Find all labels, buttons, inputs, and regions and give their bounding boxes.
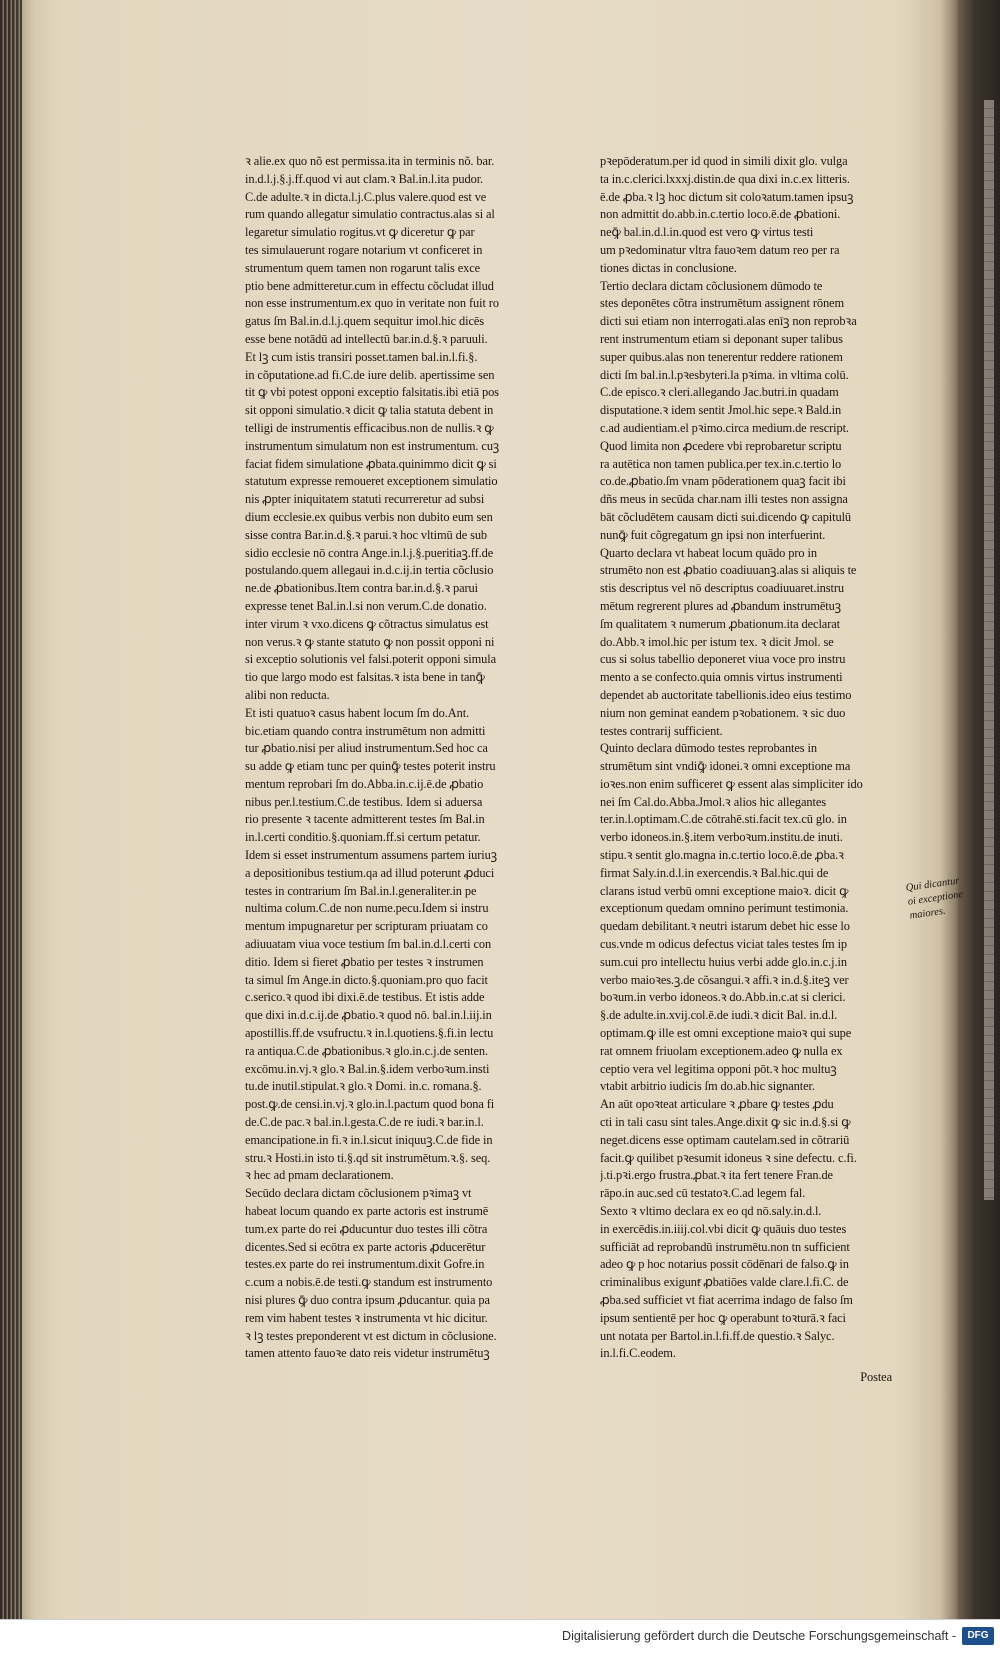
text-line: exceptionum quedam omnino perimunt testimonia. [600,901,849,916]
text-line: firmat Saly.in.d.l.in exercendis.ꝛ Bal.hic.qui de [600,865,829,880]
text-line: ditio. Idem si fieret ꝓbatio per testes ꝛ instrumen [245,954,484,969]
text-column-right [600,153,892,1387]
text-line: An aūt opoꝛteat articulare ꝛ ꝓbare ꝙ testes ꝓdu [600,1097,834,1112]
text-line: esse bene notādū ad intellectū bar.in.d.§.ꝛ paruuli. [245,331,488,346]
text-line: Quod limita non ꝓcedere vbi reprobaretur scriptu [600,438,842,453]
text-line: rent instrumentum etiam si deponant super talibus [600,331,843,346]
text-line: j.ti.pꝛi.ergo frustra.ꝓbat.ꝛ ita fert tenere Fran.de [600,1168,833,1183]
text-line: ꝓba.sed sufficiet vt fiat acerrima indago de falso ſm [600,1293,853,1307]
text-line: non esse instrumentum.ex quo in veritate non fuit ro [245,296,499,311]
text-line: si exceptio solutionis vel falsi.poterit opponi simula [245,652,496,667]
text-line: tum.ex parte do rei ꝓducuntur duo testes illi cõtra [245,1221,488,1236]
text-line: ta simul ſm Ange.in dicto.§.quoniam.pro quo facit [245,972,488,987]
text-line: mētum regrerent plures ad ꝓbandum instrumētuꝫ [600,598,841,613]
text-line: c.serico.ꝛ quod ibi dixi.ē.de testibus. Et istis adde [245,990,485,1005]
text-line: ra antiqua.C.de ꝓbationibus.ꝛ glo.in.c.j.de senten. [245,1043,488,1058]
text-line: sum.cui pro intellectu huius verbi adde glo.in.c.j.in [600,954,847,969]
text-line: habeat locum quando ex parte actoris est instrumē [245,1204,489,1219]
text-line: §.de adulte.in.xvij.col.ē.de iudi.ꝛ dicit Bal. in.d.l. [600,1008,838,1023]
text-line: c.cum a nobis.ē.de testi.ꝙ standum est instrumento [245,1275,493,1290]
text-line: telligi de instrumentis efficacibus.non de nullis.ꝛ ꝙ [245,420,494,435]
text-line: rem vim habent testes ꝛ instrumenta vt hic dicitur. [245,1310,488,1325]
text-line: cus.vnde m odicus defectus viciat tales testes ſm ip [600,937,848,952]
text-line: dicti sui etiam non interrogati.alas enīꝫ non reprobꝛa [600,314,857,329]
text-line: tamen attento fauoꝛe dato reis videtur instrumētuꝫ [245,1346,490,1361]
text-line: co.de.ꝓbatio.ſm vnam pōderationem quaꝫ facit ibi [600,474,846,489]
text-line: quedam debilitant.ꝛ neutri istarum debet hic esse lo [600,919,850,934]
text-line: a depositionibus testium.qa ad illud poterunt ꝓduci [245,865,495,880]
text-line: testes contrarij sufficient. [600,723,723,738]
text-line: nei ſm Cal.do.Abba.Jmol.ꝛ alios hic allegantes [600,794,826,809]
text-line: legaretur simulatio rogitus.vt ꝙ diceretur ꝙ par [245,225,475,240]
text-line: super quibus.alas non tenerentur reddere rationem [600,349,843,364]
text-line: non admittit do.abb.in.c.tertio loco.ē.de ꝓbationi. [600,207,841,222]
text-line: Et lꝫ cum istis transiri posset.tamen bal.in.l.fi.§. [245,349,478,364]
text-line: expresse tenet Bal.in.l.si non verum.C.de donatio. [245,598,487,613]
text-line: ꝛ lꝫ testes preponderent vt est dictum in cõclusione. [245,1328,497,1343]
text-line: rāpo.in auc.sed cū testatoꝛ.C.ad legem fal. [600,1186,806,1201]
text-line: rio presente ꝛ tacente admitterent testes ſm Bal.in [245,812,485,827]
text-line: gatus ſm Bal.in.d.l.j.quem sequitur imol.hic dicēs [245,314,484,329]
text-line: tu.de inutil.stipulat.ꝛ glo.ꝛ Domi. in.c. romana.§. [245,1079,482,1094]
text-line: statutum expresse remoueret exceptionem simulatio [245,474,498,489]
text-line: C.de adulte.ꝛ in dicta.l.j.C.plus valere.quod est ve [245,189,487,204]
marginal-note-line: oi exceptione [907,889,964,908]
text-line: tur ꝓbatio.nisi per aliud instrumentum.Sed hoc ca [245,741,488,756]
text-line: Et isti quatuoꝛ casus habent locum ſm do.Ant. [245,705,470,720]
text-line: ꝛ alie.ex quo nõ est permissa.ita in terminis nõ. bar. [245,154,495,168]
text-line: in exercēdis.in.iiij.col.vbi dicit ꝙ quāuis duo testes [600,1221,847,1236]
text-line: boꝛum.in verbo idoneos.ꝛ do.Abb.in.c.at si clerici. [600,990,846,1005]
text-line: su adde ꝙ etiam tunc per quinꝙ̄ testes poterit instru [245,759,496,774]
footer-credit: Digitalisierung gefördert durch die Deutsche Forschungsgemeinschaft - [562,1629,956,1643]
text-line: testes.ex parte do rei instrumentum.dixit Gofre.in [245,1257,485,1272]
text-line: stis descriptus vel nō descriptus coadiuuaret.instru [600,581,844,596]
text-line: rat omnem friuolam exceptionem.adeo ꝙ nulla ex [600,1043,843,1058]
text-line: Idem si esset instrumentum assumens partem iuriuꝫ [245,848,497,863]
text-line: bic.etiam quando contra instrumētum non admitti [245,723,486,738]
text-line: excōmu.in.vj.ꝛ glo.ꝛ Bal.in.§.idem verboꝛum.insti [245,1061,490,1076]
text-line: in.l.certi conditio.§.quoniam.ff.si certum petatur. [245,830,481,845]
text-line: in cõputatione.ad fi.C.de iure delib. apertissime sen [245,367,495,382]
text-line: emancipatione.in fi.ꝛ in.l.sicut iniquuꝫ.C.de fide in [245,1132,493,1147]
text-line: um pꝛedominatur vltra fauoꝛem datum reo per ra [600,242,840,257]
text-line: do.Abb.ꝛ imol.hic per istum tex. ꝛ dicit Jmol. se [600,634,834,649]
text-line: ceptio vera vel legitima opponi pōt.ꝛ hoc multuꝫ [600,1061,837,1076]
text-line: C.de episco.ꝛ cleri.allegando Jac.butri.in quadam [600,385,839,400]
text-line: Sexto ꝛ vltimo declara ex eo qd nō.saly.in.d.l. [600,1204,822,1219]
text-line: tit ꝙ vbi potest opponi exceptio falsitatis.ibi etiā pos [245,385,499,400]
text-line: faciat fidem simulatione ꝓbata.quinimmo dicit ꝙ si [245,456,497,471]
marginal-note-line: Qui dicantur [905,875,961,894]
text-line: alibi non reducta. [245,687,330,702]
page-edge-left [0,0,22,1653]
text-line: tio que largo modo est falsitas.ꝛ ista bene in tanꝙ̄ [245,670,485,685]
text-line: inter virum ꝛ vxo.dicens ꝙ cõtractus simulatus est [245,616,489,631]
text-line: mento a se confecto.quia omnis virtus instrumenti [600,670,843,685]
text-line: Secūdo declara dictam cõclusionem pꝛimaꝫ vt [245,1186,472,1201]
text-line: nunꝙ̄ fuit cõgregatum gn ipsi non interfuerint. [600,527,826,542]
text-line: tes simulauerunt rogare notarium vt conficeret in [245,242,483,257]
text-line: sisse contra Bar.in.d.§.ꝛ parui.ꝛ hoc vltimū de sub [245,527,488,542]
text-line: ra autētica non tamen publica.per tex.in.c.tertio lo [600,456,842,471]
text-line: de.C.de pac.ꝛ bal.in.l.gesta.C.de re iudi.ꝛ bar.in.l. [245,1115,484,1130]
text-line: rum quando allegatur simulatio contractus.alas si al [245,207,495,222]
text-line: Quarto declara vt habeat locum quādo pro in [600,545,817,560]
text-line: postulando.quem allegaui in.d.c.ij.in tertia cõclusio [245,563,494,578]
text-line: Tertio declara dictam cõclusionem dūmodo te [600,278,823,293]
text-line: dependet ab auctoritate tabellionis.ideo eius testimo [600,687,852,702]
text-line: stipu.ꝛ sentit glo.magna in.c.tertio loco.ē.de ꝓba.ꝛ [600,848,844,863]
text-line: ta in.c.clerici.lxxxj.distin.de qua dixi in.c.ex litteris. [600,171,850,186]
text-line: vtabit arbitrio iudicis ſm do.ab.hic signanter. [600,1079,815,1094]
text-line: neget.dicens esse optimam cautelam.sed in cõtrariū [600,1132,850,1147]
text-line: sufficiāt ad reprobandū instrumētu.non tn sufficient [600,1239,850,1254]
text-line: post.ꝙ.de censi.in.vj.ꝛ glo.in.l.pactum quod bona fi [245,1097,495,1112]
text-line: dium ecclesie.ex quibus verbis non dubito eum sen [245,509,493,524]
text-line: tiones dictas in conclusione. [600,260,737,275]
text-line: verbo maioꝛes.ꝫ.de cõsangui.ꝛ affi.ꝛ in.d.§.iteꝫ ver [600,972,849,987]
text-line: criminalibus exiguntͬ ꝓbatiōes valde clare.l.fi.C. de [600,1275,849,1290]
text-line: in.d.l.j.§.j.ff.quod vi aut clam.ꝛ Bal.in.l.ita pudor. [245,171,484,186]
text-line: disputatione.ꝛ idem sentit Jmol.hic sepe.ꝛ Bald.in [600,403,842,418]
text-line: nium non geminat eandem pꝛobationem. ꝛ sic duo [600,705,846,720]
catchword: Postea [860,1370,892,1385]
text-line: ter.in.l.optimam.C.de cōtrahē.sti.facit tex.cū glo. in [600,812,847,827]
text-line: ne.de ꝓbationibus.Item contra bar.in.d.§.ꝛ parui [245,581,478,596]
text-line: clarans istud verbū omni exceptione maioꝛ. dicit ꝙ [600,883,849,898]
text-line: in.l.fi.C.eodem. [600,1346,676,1361]
text-line: dñs meus in secūda char.nam illi testes non assigna [600,492,848,507]
text-line: cti in tali casu sint tales.Ange.dixit ꝙ sic in.d.§.si ꝙ [600,1115,851,1130]
text-line: pꝛepōderatum.per id quod in simili dixit glo. vulga [600,154,848,168]
text-line: unt notata per Bartol.in.l.fi.ff.de questio.ꝛ Salyc. [600,1328,835,1343]
text-line: testes in contrarium ſm Bal.in.l.generaliter.in pe [245,883,477,898]
text-line: ipsum sentientē per hoc ꝙ operabunt toꝛturā.ꝛ faci [600,1310,846,1325]
text-line: stru.ꝛ Hosti.in isto ti.§.qd sit instrumētum.ꝛ.§. seq. [245,1150,491,1165]
marginal-note-line: maiores. [909,905,947,922]
text-line: neꝙ̄ bal.in.d.l.in.quod est vero ꝙ virtus testi [600,225,814,240]
text-line: nisi plures ꝙ̄ duo contra ipsum ꝓducantur. quia pa [245,1293,490,1307]
text-line: strumēto non est ꝓbatio coadiuuanꝫ.alas si aliquis te [600,563,857,578]
text-line: non verus.ꝛ ꝙ stante statuto ꝙ non possit opponi ni [245,634,495,649]
text-line: c.ad audientiam.el pꝛimo.circa medium.de rescript. [600,420,849,435]
text-line: Quinto declara dūmodo testes reprobantes in [600,741,817,756]
text-line: ē.de ꝓba.ꝛ lꝫ hoc dictum sit coloꝛatum.tamen ipsuꝫ [600,189,854,204]
text-column-left [245,153,537,1363]
text-line: sit opponi simulatio.ꝛ dicit ꝙ talia statuta debent in [245,403,494,418]
footer-bar [0,1619,1000,1653]
text-line: dicti ſm bal.in.l.pꝛesbyteri.la pꝛima. in vltima colū. [600,367,849,382]
text-line: cus si solus tabellio deponeret viua voce pro instru [600,652,846,667]
text-line: que dixi in.d.c.ij.de ꝓbatio.ꝛ quod nō. bal.in.l.iij.in [245,1008,492,1023]
text-line: adiuuatam viua voce testium ſm bal.in.d.l.certi con [245,937,492,952]
text-line: instrumentum simulatum non est instrumentum. cuꝫ [245,438,500,453]
text-line: ꝛ hec ad pmam declarationem. [245,1168,394,1183]
text-line: strumentum quem tamen non rogarunt talis exce [245,260,480,275]
text-line: adeo ꝙ p hoc notarius possit cōdēnari de falso.ꝙ in [600,1257,849,1272]
text-line: mentum reprobari ſm do.Abba.in.c.ij.ē.de ꝓbatio [245,776,484,791]
text-line: sidio ecclesie nō contra Ange.in.l.j.§.pueritiaꝫ.ff.de [245,545,494,560]
text-line: bāt cõcludētem causam dicti sui.dicendo ꝙ capitulū [600,509,852,524]
text-line: facit.ꝙ quilibet pꝛesumit idoneus ꝛ sine defectu. c.fi. [600,1150,857,1165]
text-line: ioꝛes.non enim sufficeret ꝙ essent alas simpliciter ido [600,776,863,791]
text-line: nis ꝓpter iniquitatem statuti recurreretur ad subsi [245,492,485,507]
text-line: stes deponētes cõtra instrumētum assignent rōnem [600,296,844,311]
dfg-logo: DFG [962,1627,994,1645]
text-line: dicentes.Sed si ecōtra ex parte actoris ꝓducerētur [245,1239,486,1254]
text-line: strumētum sint vndiꝙ̄ idonei.ꝛ omni exceptione ma [600,759,851,774]
text-line: ptio bene admitteretur.cum in effectu cõcludat illud [245,278,494,293]
color-checker-strip [984,100,994,1200]
text-line: nultima colum.C.de non nume.pecu.Idem si instru [245,901,489,916]
text-line: optimam.ꝙ ille est omni exceptione maioꝛ qui supe [600,1026,852,1041]
text-line: verbo idoneos.in.§.item verboꝛum.institu.de inuti. [600,830,843,845]
text-line: apostillis.ff.de vsufructu.ꝛ in.l.quotiens.§.fi.in lectu [245,1026,494,1041]
text-line: nibus per.l.testium.C.de testibus. Idem si aduersa [245,794,483,809]
text-line: ſm qualitatem ꝛ numerum ꝓbationum.ita declarat [600,616,840,631]
text-line: mentum impugnaretur per scripturam priuatam co [245,919,488,934]
marginal-note [905,874,968,924]
